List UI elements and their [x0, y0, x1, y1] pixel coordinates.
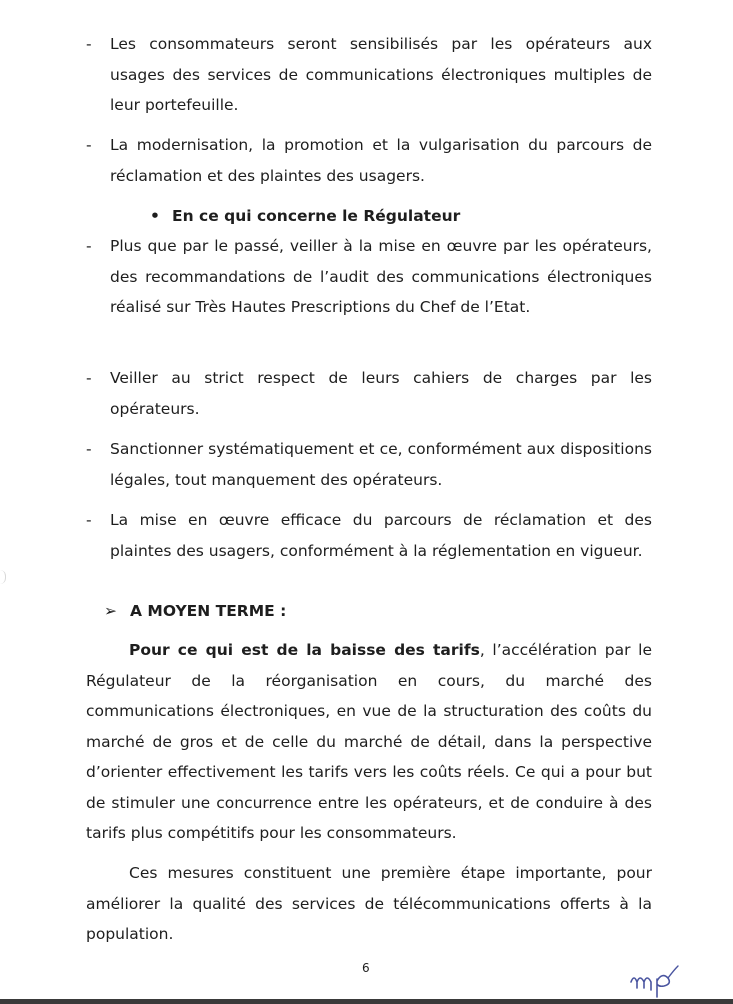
bullet-item-audit-recommendations: [86, 231, 652, 323]
medium-term-heading: [104, 596, 286, 626]
scan-edge-mark: [0, 570, 6, 584]
arrow-bullet-icon: ➢: [104, 602, 117, 620]
subheading-text: En ce qui concerne le Régulateur: [172, 207, 461, 225]
bullet-item-specifications-compliance: [86, 363, 652, 424]
tariff-lead-text: Pour ce qui est de la baisse des tarifs: [129, 641, 480, 659]
dash-marker: -: [86, 511, 92, 529]
round-bullet-icon: •: [150, 207, 160, 225]
heading-text: A MOYEN TERME :: [130, 602, 287, 620]
dash-marker: -: [86, 369, 92, 387]
regulator-subheading: [150, 201, 460, 231]
bullet-text: La mise en œuvre efficace du parcours de réclamation et des plaintes des usagers, conformément à la réglementation en vigueur.: [110, 511, 652, 560]
bullet-item-sanctions: [86, 434, 652, 495]
bullet-item-complaint-process: [86, 505, 652, 566]
dash-marker: -: [86, 136, 92, 154]
dash-marker: -: [86, 237, 92, 255]
tariff-body-text: , l’accélération par le Régulateur de la réorganisation en cours, du marché des communications électroniques, en vue de la structuration des coûts du marché de gros et de celle du marché de détail, dans la perspective d’orienter effectivement les tarifs vers les coûts réels. Ce qui a pour but de stimuler une concurrence entre les opérateurs, et de conduire à des tarifs plus compétitifs pour les consommateurs.: [86, 641, 652, 842]
page-number: 6: [362, 961, 370, 975]
scan-bottom-border: [0, 999, 733, 1004]
measures-paragraph: Ces mesures constituent une première étape importante, pour améliorer la qualité des services de télécommunications offerts à la population.: [86, 864, 652, 943]
bullet-text: Plus que par le passé, veiller à la mise en œuvre par les opérateurs, des recommandations de l’audit des communications électroniques réalisé sur Très Hautes Prescriptions du Chef de l’Etat.: [110, 237, 652, 316]
handwritten-initials-signature: [628, 962, 684, 998]
bullet-text: Veiller au strict respect de leurs cahiers de charges par les opérateurs.: [110, 369, 652, 418]
bullet-text: Les consommateurs seront sensibilisés par les opérateurs aux usages des services de communications électroniques multiples de leur portefeuille.: [110, 35, 652, 114]
bullet-text: La modernisation, la promotion et la vulgarisation du parcours de réclamation et des plaintes des usagers.: [110, 136, 652, 185]
dash-marker: -: [86, 35, 92, 53]
tariff-paragraph: [86, 635, 652, 849]
bullet-item-consumers-awareness: [86, 29, 652, 121]
bullet-item-complaint-modernisation: [86, 130, 652, 191]
dash-marker: -: [86, 440, 92, 458]
bullet-text: Sanctionner systématiquement et ce, conformément aux dispositions légales, tout manquement des opérateurs.: [110, 440, 652, 489]
